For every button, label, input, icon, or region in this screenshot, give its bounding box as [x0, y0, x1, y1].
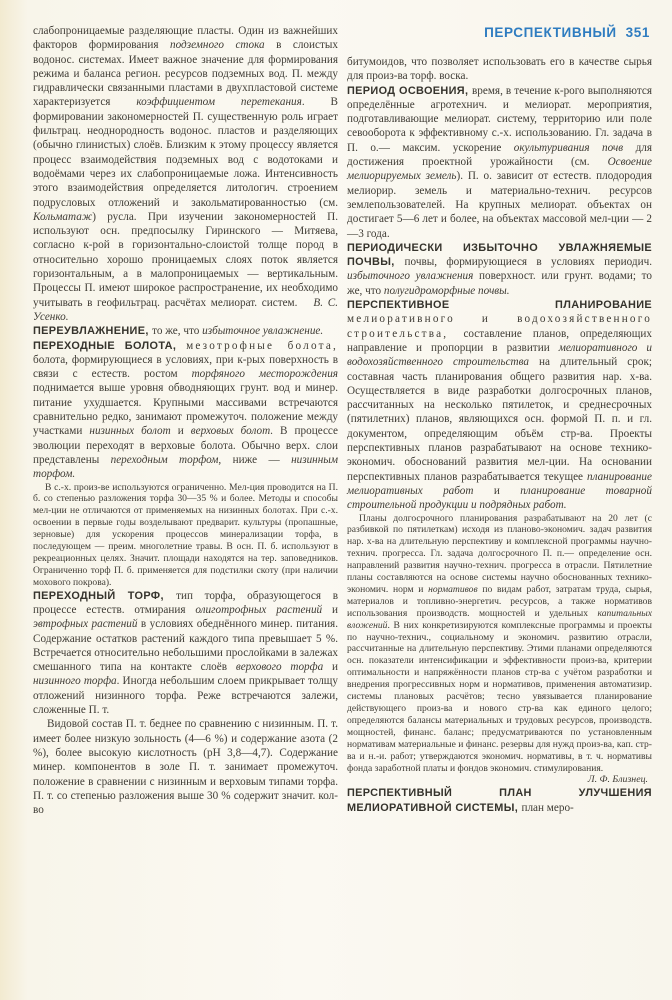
italic-term: Кольматаж	[33, 210, 93, 223]
italic-term: верхового торфа	[235, 661, 324, 674]
text-run: и	[473, 484, 521, 497]
text-run: битумоидов, что позволяет использовать его в качестве сырья для произ-ва торф. воска.	[347, 56, 652, 83]
paragraph	[33, 24, 338, 324]
italic-term: подземного стока	[170, 39, 265, 52]
text-run: , ниже —	[218, 453, 292, 466]
right-column-text	[347, 55, 652, 815]
paragraph	[33, 589, 338, 718]
text-run: . В формировании закономерностей П. существенную роль играет фильтрац. неоднородность водонос. пластов и разделяющих (обычно глинистых) слоёв. Близким к этому процессу является процесс взаимодействия подземных вод с водотоками и водоёмами через их слабопроницаемые ложа. Интенсивность этого взаимодействия определяется литологич. строением подрусловых отложений и закольматированностью (см.	[33, 96, 338, 209]
italic-term: избыточное увлажнение.	[202, 325, 324, 338]
italic-term: торфяного месторождения	[191, 368, 338, 381]
italic-term: коэффициентом перетекания	[136, 96, 302, 109]
text-run: ) русла. При изучении закономерностей П. используют осн. предпосылку Гиринского — Митяева, согласно к-рой в горизонтально-слоистой толще пород в относительно хорошо проницаемых слоях поток является горизонтальным, а в малопроницаемых — вертикальным. Процессы П. имеют широкое распространение, их необходимо учитывать в геофильтрац. расчётах мелиорат. систем.	[33, 210, 338, 309]
text-run: ). П. о. зависит от естеств. плодородия мелиорир. земель и материально-технич. ресурсов землепользователей. На крупных мелиорат. объектах он достигает 5—6 лет и более, на объектах массовой мел-ции — 2—3 года.	[347, 170, 652, 240]
paragraph	[33, 717, 338, 817]
text-run: слабопроницаемые разделяющие пласты. Один из важнейших факторов формирования	[33, 25, 338, 52]
text-run: план меро-	[521, 801, 574, 814]
italic-term: планирование товарной строительной продукции и подрядных работ.	[347, 484, 652, 512]
italic-term: Освоение мелиорируемых земель	[347, 156, 652, 183]
text-run: в условиях обеднённого минер. питания. Содержание остатков растений каждого типа превышает 5 %. Встречается относительно небольшими прослойками в залежах смешанного типа на контакте слоёв	[33, 618, 338, 674]
text-run: тип торфа, образующегося в процессе естеств. отмирания	[33, 589, 338, 616]
text-run: поверхност. или грунт. водами; то же, что	[347, 270, 652, 297]
text-run: болота, формирующиеся в условиях, при к-рых поверхность в связи с естеств. ростом	[33, 353, 338, 381]
italic-term: эвтрофных растений	[33, 618, 138, 631]
paragraph	[33, 324, 338, 338]
paragraph	[33, 482, 338, 589]
text-run: в слоистых водонос. системах. Имеет важное значение для формирования режима и баланса регион. ресурсов подземных вод. П. между гидравлически связанными пластами в двухпластовой системе характеризуется	[33, 39, 338, 109]
paragraph	[347, 55, 652, 84]
running-head	[347, 25, 650, 40]
italic-term: капитальных вложений	[347, 607, 652, 631]
italic-term: нормативов	[428, 583, 478, 595]
entry-headword: ПЕРСПЕКТИВНОЕ ПЛАНИРОВАНИЕ	[347, 299, 652, 312]
italic-term: низинного торфа	[33, 675, 117, 688]
text-run: Л. Ф. Близнец.	[587, 774, 648, 786]
running-head-word: ПЕРСПЕКТИВНЫЙ	[484, 25, 617, 40]
spaced-term: мезотрофные болота,	[186, 339, 338, 352]
italic-term: планирование мелиоративных работ	[347, 470, 652, 497]
paragraph	[347, 786, 652, 815]
paragraph	[33, 339, 338, 482]
italic-term: мелиоративного и водохозяйственного строительства	[347, 341, 652, 369]
entry-headword: ПЕРИОДИЧЕСКИ ИЗБЫТОЧНО УВЛАЖНЯЕМЫЕ ПОЧВЫ,	[347, 241, 652, 269]
right-column	[347, 24, 652, 817]
author-signature: В. С. Усенко.	[33, 296, 338, 323]
text-run: и	[170, 425, 191, 438]
italic-term: окультуривания почв	[513, 141, 624, 154]
italic-term: низинных болот	[89, 425, 171, 438]
author-signature-line	[347, 774, 652, 786]
italic-term: верховых болот	[190, 425, 271, 438]
text-run: на длительный срок; составная часть планирования общего развития нар. х-ва. Осуществляется в виде разработки долгосрочных планов, рассчитанных на несколько пятилеток, и среднесрочных (пятилетних) планов, являющихся осн. формой П. п. и гл. документом, определяющим объём стр-ва. Проекты перспективных планов разрабатывают на основе технико-экономич. обоснований развития мел-ции. На основании перспективных планов разрабатывается текущее	[347, 356, 652, 483]
entry-headword: ПЕРЕХОДНЫЙ ТОРФ,	[33, 589, 177, 602]
italic-term: олиготрофных растений	[195, 603, 323, 616]
paragraph	[347, 84, 652, 241]
two-column-layout	[33, 24, 652, 817]
entry-headword: ПЕРЕХОДНЫЕ БОЛОТА,	[33, 339, 187, 352]
entry-headword: ПЕРИОД ОСВОЕНИЯ,	[347, 84, 472, 97]
left-column	[33, 24, 338, 817]
text-run: Планы долгосрочного планирования разрабатывают на 20 лет (с разбивкой по пятилеткам) исходя из планово-экономич. задач развития нар. х-ва на длительную перспективу и комплексной программы научно-технич. прогресса. Гл. задача долгосрочного П. п.— определение осн. направлений развития научно-технич. прогресса в отрасли. Пятилетние планы составляются на основе системы научно обоснованных технико-экономич. норм и	[347, 512, 652, 595]
text-run: для достижения проектной урожайности (см.	[347, 141, 652, 169]
text-run: . Иногда небольшим слоем прикрывает толщу отложений низинного торфа. Реже встречаются залежи, сложенные П. т.	[33, 675, 338, 717]
italic-term: избыточного увлажнения	[347, 270, 474, 283]
text-run: Видовой состав П. т. беднее по сравнению с низинным. П. т. имеет более низкую зольность (4—6 %) и содержание азота (2 %), более высокую кислотность (pH 3,8—4,7). Содержание минер. компонентов в золе П. т. занимает промежуточ. положение в сравнении с низинным и верховым типами торфа. П. т. со степенью разложения выше 30 % содержит значит. кол-во	[33, 718, 338, 817]
text-run: . В процессе эволюции переходят в верховые болота. Обычно верх. слои представлены	[33, 425, 338, 466]
paragraph	[347, 513, 652, 775]
text-run: то же, что	[152, 325, 203, 338]
text-run: по видам работ, затратам труда, сырья, материалов и топливно-энергетич. ресурсов, а также нормативов использования производств. мощностей и удельных	[347, 583, 653, 619]
paragraph	[347, 241, 652, 298]
entry-headword: ПЕРСПЕКТИВНЫЙ ПЛАН УЛУЧШЕНИЯ МЕЛИОРАТИВНОЙ СИСТЕМЫ,	[347, 787, 652, 814]
paragraph	[347, 298, 652, 512]
entry-headword: ПЕРЕУВЛАЖНЕНИЕ,	[33, 325, 153, 338]
text-run: время, в течение к-рого выполняются определённые агротехнич. и мелиорат. мероприятия, подготавливающие мелиорат. систему, территорию или поле севооборота к эффективному с.-х. использованию. Гл. задача в П. о.— максим. ускорение	[347, 84, 652, 154]
text-run: почвы, формирующиеся в условиях периодич.	[404, 256, 653, 269]
italic-term: полугидроморфные почвы.	[383, 284, 510, 297]
text-run: поднимается выше уровня обводняющих грунт. вод и минер. питание ухудшается. Крупными массивами встречаются сравнительно редко, занимают промежуточ. положение между участками	[33, 382, 338, 438]
text-run: и	[323, 661, 338, 674]
text-run: составление планов, определяющих направление и пропорции в развитии	[347, 327, 652, 354]
text-run: В с.-х. произ-ве используются ограниченно. Мел-ция проводится на П. б. со степенью разложения торфа 30—35 % и более. Методы и способы мел-ции не отличаются от применяемых на низинных болотах. При с.-х. освоении в первые годы возделывают предварит. культуры (пропашные, зерновые) для ускорения процессов минерализации торфа, в последующем — преим. многолетние травы. В осн. П. б. используют в рекреационных целях. Значит. площади находятся на тер. заповедников. Ограниченно торф П. б. применяется для подстилки скоту (при наличии мохового покрова).	[33, 481, 338, 588]
italic-term: переходным торфом	[110, 453, 219, 466]
italic-term: низинным торфом.	[33, 453, 338, 481]
page-number: 351	[625, 25, 650, 40]
text-run: и	[322, 603, 338, 616]
text-run: . В них конкретизируются комплексные программы и проекты по научно-технич., социальному и экономич. развитию отрасли, рассчитанные на длительную перспективу. Этими планами определяются осн. показатели интенсификации и эффективности произ-ва, критерии оптимальности и напряжённости планов стр-ва с учётом разработки и внедрения прогрессивных норм и нормативов, применения автоматизир. системы плановых расчётов; тесно увязывается планирование действующего произ-ва и нового стр-ва как единого целого; определяются балансы материальных и трудовых ресурсов, производств. мощностей, финанс. баланс; предусматриваются по установленным нормативам материальные и финанс. резервы для нужд произ-ва, кап. стр-ва и н.-и. работ; утверждаются экономич. нормативы, в т. ч. нормативы фонда заработной платы и фондов экономич. стимулирования.	[347, 619, 652, 774]
spaced-term: мелиоративного и водохозяйственного строительства,	[347, 313, 652, 340]
